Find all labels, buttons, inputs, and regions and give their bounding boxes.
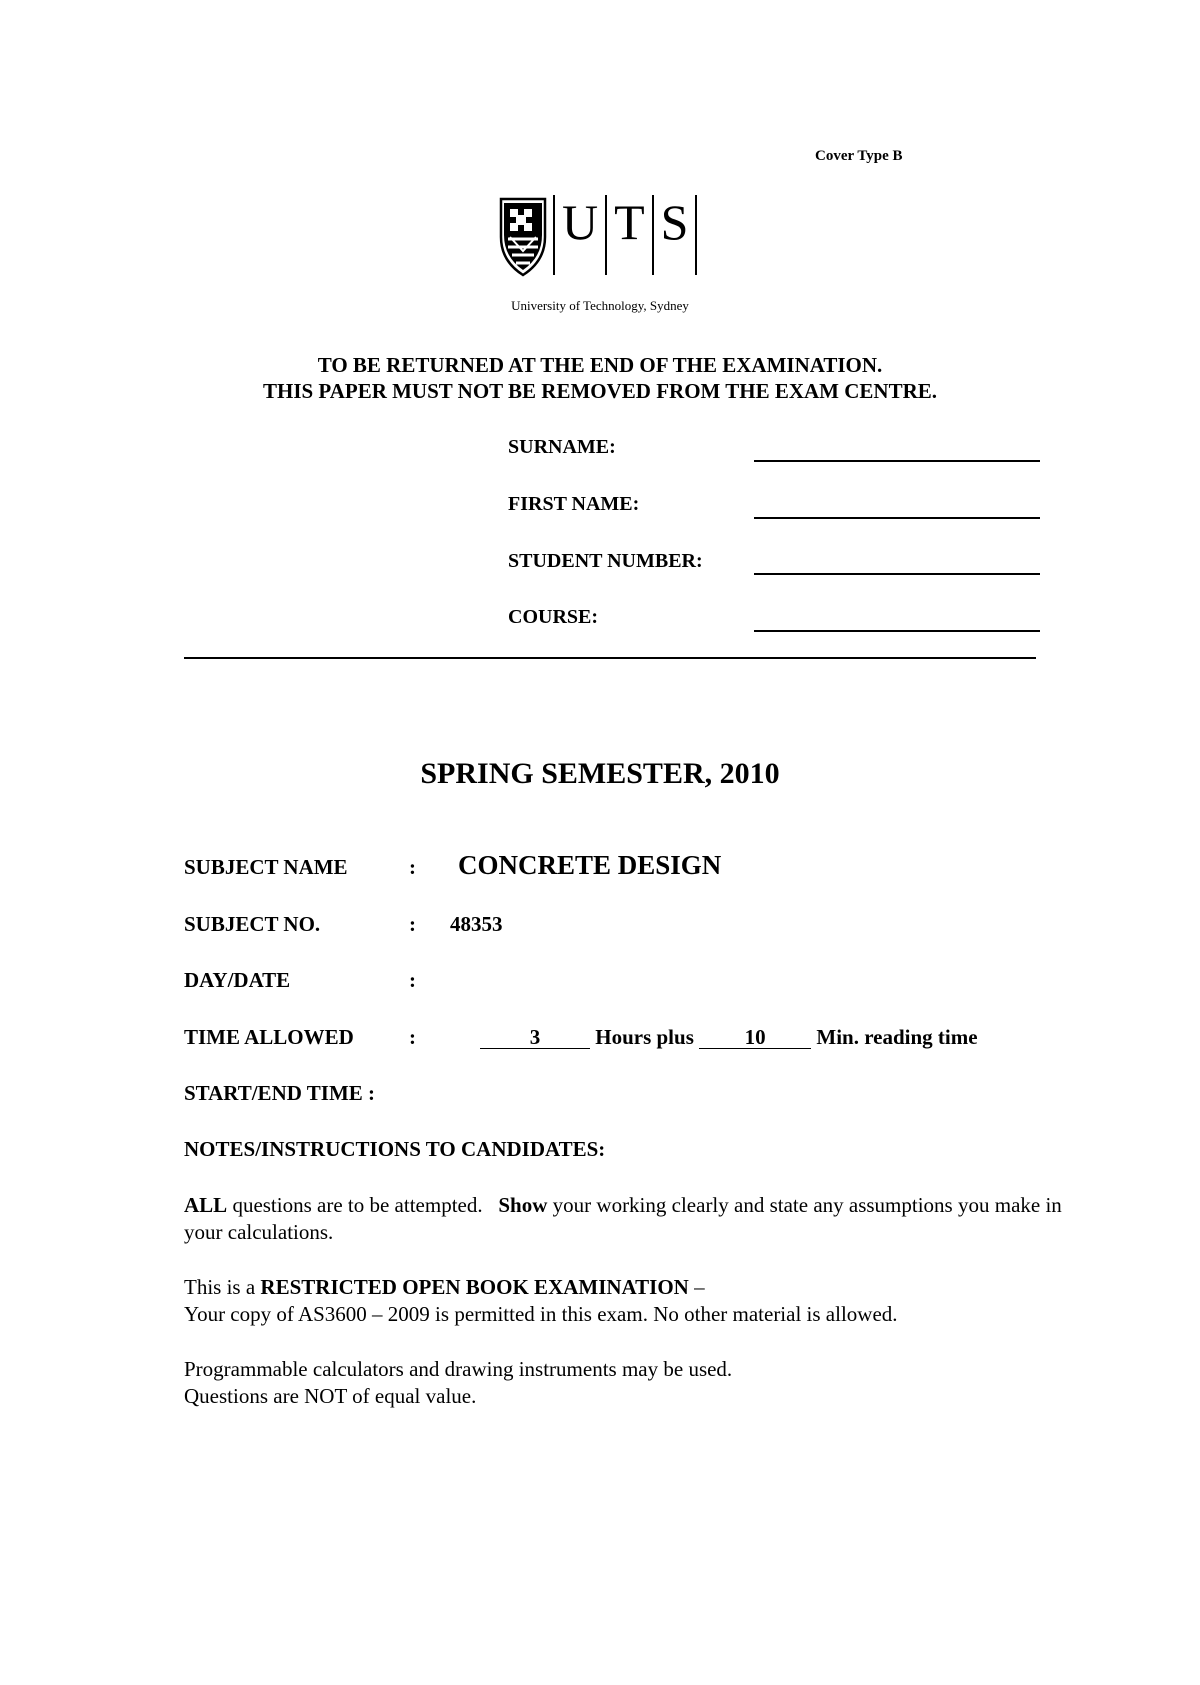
instruction-all-questions [184, 1192, 1064, 1246]
hours-value: 3 [480, 1026, 590, 1049]
colon: : [409, 968, 416, 992]
logo-letter-u: U [562, 194, 599, 250]
time-allowed-label: TIME ALLOWED [184, 1025, 354, 1049]
calculators-text: Programmable calculators and drawing instruments may be used. [184, 1357, 733, 1381]
subject-no-value: 48353 [450, 912, 503, 936]
restricted-prefix: This is a [184, 1275, 261, 1299]
logo-letter-s: S [660, 194, 689, 250]
minutes-value: 10 [699, 1026, 811, 1049]
subject-no-label: SUBJECT NO. [184, 912, 321, 936]
shield-icon [498, 195, 548, 277]
uts-logo [498, 195, 738, 277]
semester-title: SPRING SEMESTER, 2010 [420, 757, 780, 790]
logo-letter-t: T [614, 194, 645, 250]
cover-type-label: Cover Type B [815, 148, 903, 164]
colon: : [409, 855, 416, 879]
student-number-label: STUDENT NUMBER: [508, 550, 703, 572]
minutes-text: Min. reading time [816, 1025, 978, 1049]
hours-text: Hours plus [595, 1025, 694, 1049]
show-text: your working clearly and state any assumptions you make in your calculations. [184, 1193, 1062, 1244]
instruction-restricted [184, 1274, 1064, 1328]
first-name-field[interactable] [754, 517, 1040, 519]
all-text: questions are to be attempted. [227, 1193, 499, 1217]
university-name: University of Technology, Sydney [511, 298, 689, 313]
subject-name-label: SUBJECT NAME [184, 855, 348, 879]
student-number-field[interactable] [754, 573, 1040, 575]
day-date-label: DAY/DATE [184, 968, 291, 992]
copy-text: Your copy of AS3600 – 2009 is permitted in this exam. No other material is allowed. [184, 1302, 898, 1326]
logo-divider [695, 195, 697, 275]
surname-field[interactable] [754, 460, 1040, 462]
colon: : [409, 1025, 416, 1049]
restricted-bold: RESTRICTED OPEN BOOK EXAMINATION [260, 1275, 689, 1299]
notes-heading: NOTES/INSTRUCTIONS TO CANDIDATES: [184, 1137, 606, 1161]
equal-value-text: Questions are NOT of equal value. [184, 1384, 477, 1408]
return-warning [0, 352, 1200, 404]
start-end-time-label: START/END TIME : [184, 1081, 376, 1105]
all-bold: ALL [184, 1193, 228, 1217]
restricted-suffix: – [688, 1275, 705, 1299]
show-bold: Show [498, 1193, 548, 1217]
warning-line-2: THIS PAPER MUST NOT BE REMOVED FROM THE EXAM CENTRE. [262, 379, 938, 403]
course-field[interactable] [754, 630, 1040, 632]
instruction-calculators [184, 1356, 1064, 1410]
subject-name-value: CONCRETE DESIGN [458, 850, 722, 880]
course-label: COURSE: [508, 606, 599, 628]
colon: : [409, 912, 416, 936]
warning-line-1: TO BE RETURNED AT THE END OF THE EXAMINATION. [317, 353, 883, 377]
time-allowed-row [480, 1025, 978, 1050]
first-name-label: FIRST NAME: [508, 493, 640, 515]
section-divider [184, 657, 1036, 659]
surname-label: SURNAME: [508, 436, 616, 458]
